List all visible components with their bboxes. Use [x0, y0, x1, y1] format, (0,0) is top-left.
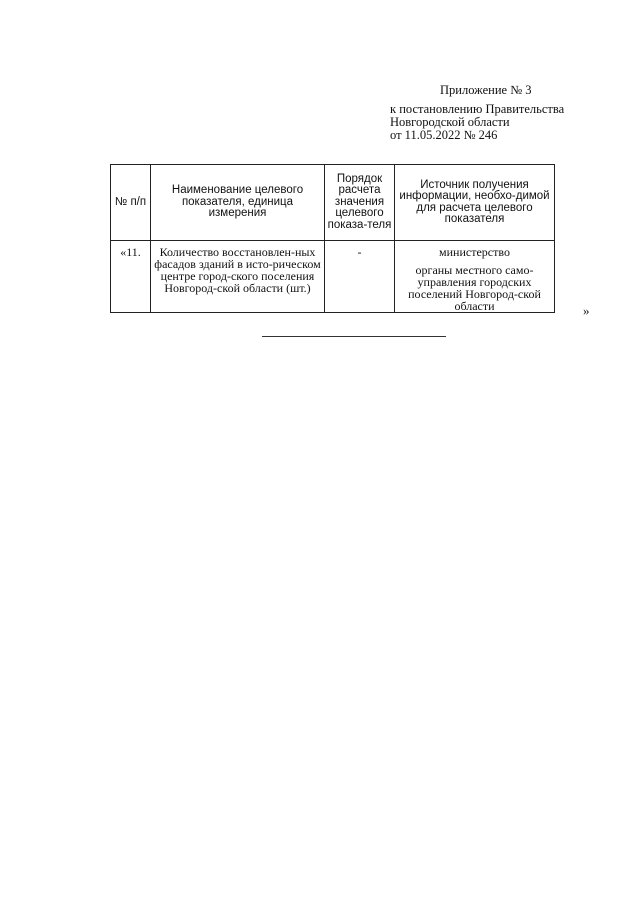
table-row: [111, 241, 555, 313]
appendix-reference-line-3: от 11.05.2022 № 246: [390, 128, 498, 142]
column-header-information-source: Источник получения информации, необхо-димой для расчета целевого показателя: [395, 165, 555, 241]
column-header-calculation-order: Порядок расчета значения целевого показа-теля: [325, 165, 395, 241]
appendix-reference-line-1: к постановлению Правительства: [390, 102, 565, 116]
appendix-header: [390, 84, 630, 142]
appendix-title: Приложение № 3: [440, 83, 532, 97]
separator-line: [262, 336, 446, 337]
row-number: «11.: [111, 241, 151, 313]
indicator-name: Количество восстановлен-ных фасадов зданий в исто-рическом центре город-ского поселения Новгород-ской области (шт.): [151, 241, 325, 313]
source-ministry: министерство: [439, 245, 510, 259]
appendix-reference-line-2: Новгородской области: [390, 115, 510, 129]
column-header-indicator-name: Наименование целевого показателя, единица измерения: [151, 165, 325, 241]
information-source: [395, 241, 555, 313]
closing-quote: »: [583, 303, 590, 318]
calculation-order: -: [325, 241, 395, 313]
table-header-row: [111, 165, 555, 241]
source-local-authorities: органы местного само-управления городских поселений Новгород-ской области: [408, 263, 541, 313]
target-indicators-table: [110, 164, 555, 313]
column-header-number: № п/п: [111, 165, 151, 241]
